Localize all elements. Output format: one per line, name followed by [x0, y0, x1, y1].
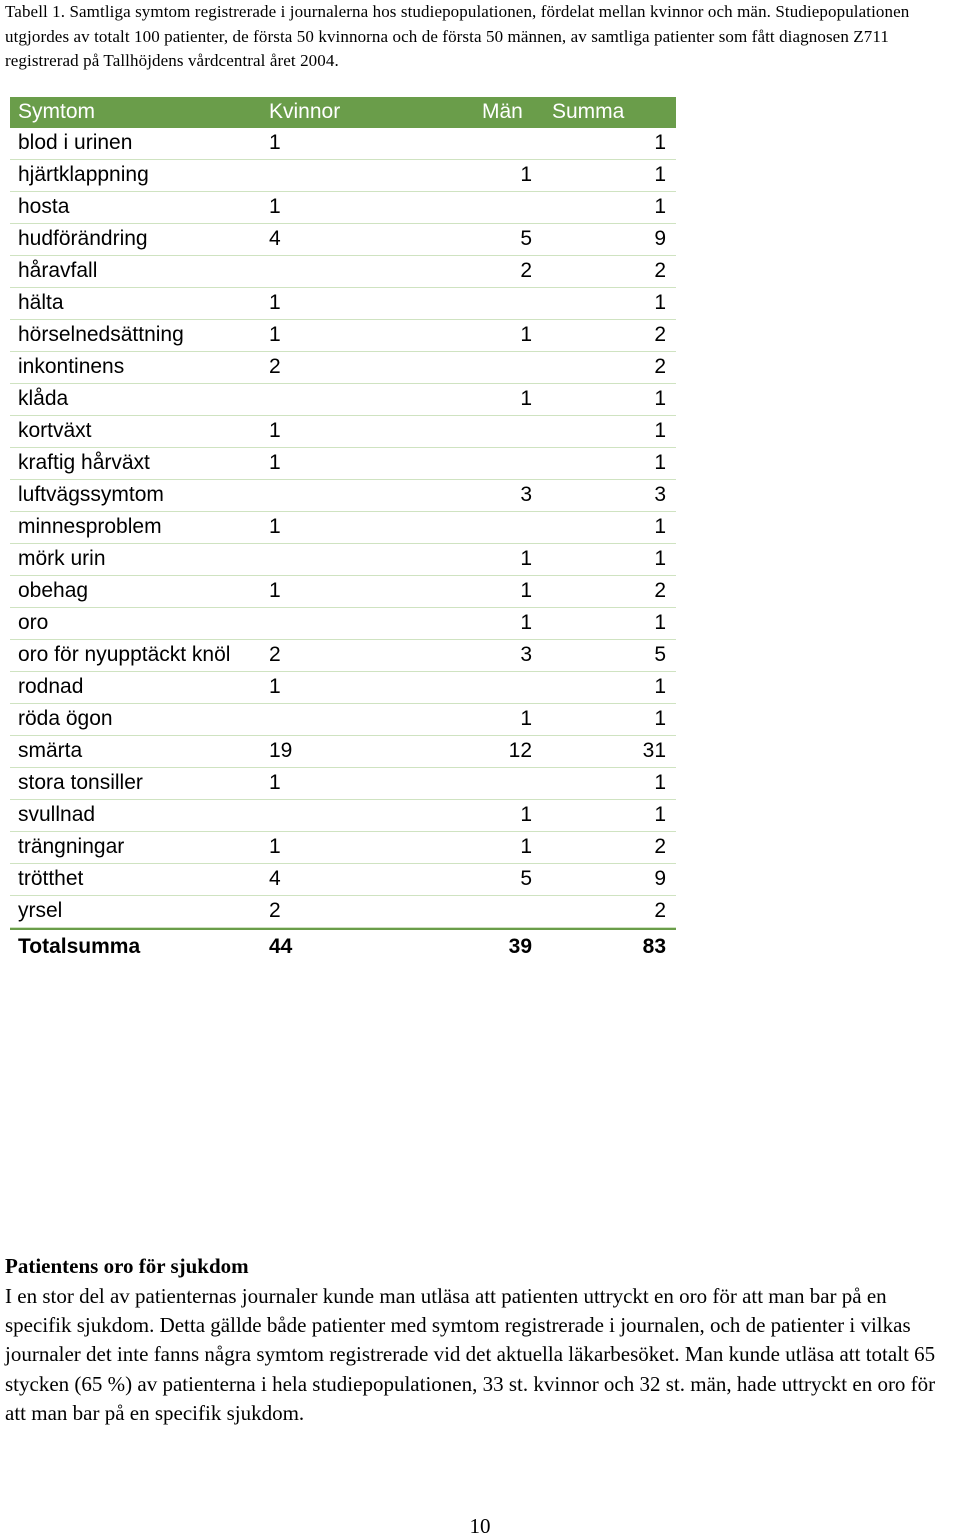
table-row — [10, 416, 676, 448]
cell-symptom: kortväxt — [18, 419, 92, 442]
cell-women: 1 — [269, 131, 281, 154]
cell-sum: 2 — [654, 323, 666, 346]
cell-symptom: trötthet — [18, 867, 84, 890]
cell-symptom: hudförändring — [18, 227, 148, 250]
cell-symptom: röda ögon — [18, 707, 113, 730]
section-heading: Patientens oro för sjukdom — [5, 1254, 249, 1278]
cell-symptom: inkontinens — [18, 355, 125, 378]
table-row — [10, 160, 676, 192]
cell-women: 2 — [269, 643, 281, 666]
table-row — [10, 768, 676, 800]
table-row — [10, 672, 676, 704]
cell-men: 5 — [520, 227, 532, 250]
cell-sum: 2 — [654, 355, 666, 378]
cell-symptom: luftvägssymtom — [18, 483, 164, 506]
cell-men: 1 — [520, 163, 532, 186]
table-row — [10, 512, 676, 544]
cell-men: 1 — [520, 611, 532, 634]
cell-symptom: smärta — [18, 739, 83, 762]
cell-sum: 2 — [654, 579, 666, 602]
table-row — [10, 736, 676, 768]
cell-symptom: hosta — [18, 195, 70, 218]
cell-sum: 1 — [654, 163, 666, 186]
cell-symptom: hälta — [18, 291, 64, 314]
cell-sum: 1 — [654, 547, 666, 570]
cell-women: 2 — [269, 899, 281, 922]
cell-sum: 1 — [654, 675, 666, 698]
cell-sum: 1 — [654, 611, 666, 634]
cell-symptom: trängningar — [18, 835, 125, 858]
total-women: 44 — [269, 935, 293, 958]
table-row — [10, 704, 676, 736]
cell-symptom: minnesproblem — [18, 515, 162, 538]
total-men: 39 — [508, 935, 532, 958]
table-row — [10, 224, 676, 256]
cell-women: 1 — [269, 323, 281, 346]
cell-men: 1 — [520, 707, 532, 730]
table-row — [10, 640, 676, 672]
cell-women: 2 — [269, 355, 281, 378]
cell-sum: 3 — [654, 483, 666, 506]
cell-women: 1 — [269, 451, 281, 474]
table-row — [10, 384, 676, 416]
cell-symptom: svullnad — [18, 803, 96, 826]
table-row — [10, 800, 676, 832]
table-row — [10, 288, 676, 320]
cell-sum: 9 — [654, 227, 666, 250]
cell-sum: 1 — [654, 419, 666, 442]
cell-symptom: mörk urin — [18, 547, 106, 570]
cell-sum: 5 — [654, 643, 666, 666]
cell-sum: 1 — [654, 515, 666, 538]
cell-sum: 1 — [654, 291, 666, 314]
table-total-row — [10, 928, 676, 962]
cell-women: 1 — [269, 675, 281, 698]
cell-symptom: hörselnedsättning — [18, 323, 184, 346]
table-row — [10, 896, 676, 928]
cell-women: 1 — [269, 579, 281, 602]
cell-men: 3 — [520, 643, 532, 666]
cell-women: 1 — [269, 419, 281, 442]
cell-symptom: kraftig hårväxt — [18, 451, 150, 474]
table-row — [10, 256, 676, 288]
cell-men: 1 — [520, 547, 532, 570]
cell-sum: 2 — [654, 259, 666, 282]
symptom-table — [10, 97, 676, 962]
header-symptom: Symtom — [18, 100, 96, 123]
cell-symptom: rodnad — [18, 675, 84, 698]
cell-sum: 2 — [654, 835, 666, 858]
cell-men: 5 — [520, 867, 532, 890]
page-number: 10 — [469, 1514, 491, 1538]
total-label: Totalsumma — [18, 935, 141, 958]
cell-sum: 31 — [642, 739, 666, 762]
cell-women: 1 — [269, 291, 281, 314]
cell-women: 1 — [269, 195, 281, 218]
cell-women: 4 — [269, 227, 281, 250]
cell-men: 12 — [508, 739, 532, 762]
cell-women: 1 — [269, 771, 281, 794]
table-row — [10, 864, 676, 896]
cell-sum: 2 — [654, 899, 666, 922]
table-row — [10, 320, 676, 352]
table-row — [10, 192, 676, 224]
table-row — [10, 448, 676, 480]
cell-sum: 1 — [654, 195, 666, 218]
total-sum: 83 — [642, 935, 666, 958]
cell-sum: 1 — [654, 451, 666, 474]
table-row — [10, 352, 676, 384]
table-header-row — [10, 97, 676, 128]
cell-sum: 1 — [654, 387, 666, 410]
cell-sum: 1 — [654, 707, 666, 730]
cell-men: 1 — [520, 323, 532, 346]
cell-sum: 1 — [654, 803, 666, 826]
cell-men: 1 — [520, 579, 532, 602]
cell-symptom: oro för nyupptäckt knöl — [18, 643, 231, 666]
table-row — [10, 480, 676, 512]
cell-symptom: klåda — [18, 387, 69, 410]
table-row — [10, 608, 676, 640]
table-row — [10, 544, 676, 576]
table-caption: Tabell 1. Samtliga symtom registrerade i journalerna hos studiepopulationen, fördelat mellan kvinnor och män. Studiepopulationen utgjordes av totalt 100 patienter, de första 50 kvinnorna och de första 50 männen, av samtliga patienter som fått diagnosen Z711 registrerad på Tallhöjdens vårdcentral året 2004. — [5, 2, 910, 70]
cell-women: 1 — [269, 835, 281, 858]
cell-men: 1 — [520, 387, 532, 410]
table-row — [10, 128, 676, 160]
table-body — [10, 128, 676, 928]
header-men: Män — [482, 100, 523, 123]
cell-men: 3 — [520, 483, 532, 506]
header-women: Kvinnor — [269, 100, 341, 123]
cell-symptom: oro — [18, 611, 49, 634]
cell-symptom: hjärtklappning — [18, 163, 149, 186]
cell-symptom: stora tonsiller — [18, 771, 143, 794]
cell-sum: 9 — [654, 867, 666, 890]
cell-men: 1 — [520, 835, 532, 858]
cell-men: 2 — [520, 259, 532, 282]
table-row — [10, 576, 676, 608]
cell-symptom: håravfall — [18, 259, 98, 282]
header-sum: Summa — [552, 100, 625, 123]
cell-women: 1 — [269, 515, 281, 538]
cell-sum: 1 — [654, 131, 666, 154]
cell-symptom: obehag — [18, 579, 89, 602]
cell-men: 1 — [520, 803, 532, 826]
cell-symptom: yrsel — [18, 899, 63, 922]
table-row — [10, 832, 676, 864]
cell-sum: 1 — [654, 771, 666, 794]
cell-symptom: blod i urinen — [18, 131, 133, 154]
cell-women: 19 — [269, 739, 293, 762]
cell-women: 4 — [269, 867, 281, 890]
section-paragraph: I en stor del av patienternas journaler kunde man utläsa att patienten uttryckt en oro för att man bar på en specifik sjukdom. Detta gällde både patienter med symtom registrerade i journalen, och de patienter i vilkas journaler det inte fanns några symtom registrerade vid det aktuella läkarbesöket. Man kunde utläsa att totalt 65 stycken (65 %) av patienterna i hela studiepopulationen, 33 st. kvinnor och 32 st. män, hade uttryckt en oro för att man bar på en specifik sjukdom. — [5, 1284, 936, 1425]
